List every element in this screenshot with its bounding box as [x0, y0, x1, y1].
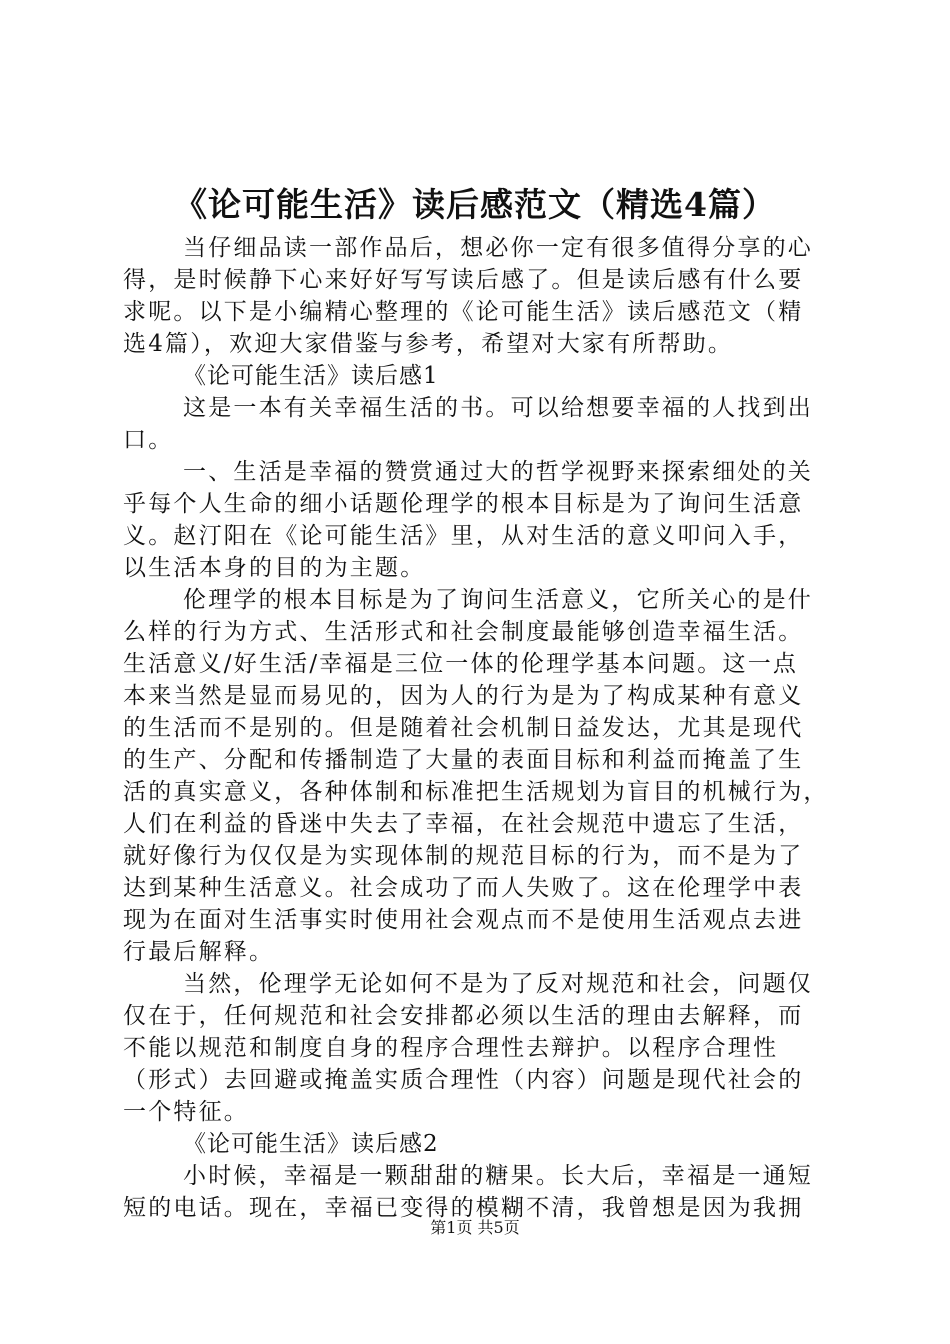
text-line: 以生活本身的目的为主题。	[123, 555, 426, 581]
text-line: 生活意义/好生活/幸福是三位一体的伦理学基本问题。这一点	[123, 651, 799, 677]
text-line: 不能以规范和制度自身的程序合理性去辩护。以程序合理性	[123, 1035, 779, 1061]
text-line: 的生活而不是别的。但是随着社会机制日益发达，尤其是现代	[123, 715, 804, 741]
text-line: 现为在面对生活事实时使用社会观点而不是使用生活观点去进	[123, 907, 804, 933]
text-line: 的生产、分配和传播制造了大量的表面目标和利益而掩盖了生	[123, 747, 804, 773]
text-line: 当仔细品读一部作品后，想必你一定有很多值得分享的心	[183, 235, 813, 261]
document-body	[123, 232, 835, 1224]
text-line: 人们在利益的昏迷中失去了幸福，在社会规范中遗忘了生活，	[123, 811, 804, 837]
text-line: 行最后解释。	[123, 939, 275, 965]
section-heading: 《论可能生活》读后感1	[183, 363, 439, 389]
page-footer: 第1页 共5页	[430, 1218, 520, 1237]
text-line: 选4篇），欢迎大家借鉴与参考，希望对大家有所帮助。	[123, 331, 734, 357]
text-line: 仅在于，任何规范和社会安排都必须以生活的理由去解释，而	[123, 1003, 804, 1029]
text-line: 小时候，幸福是一颗甜甜的糖果。长大后，幸福是一通短	[183, 1163, 813, 1189]
text-line: 活的真实意义，各种体制和标准把生活规划为盲目的机械行为，	[123, 779, 829, 805]
section-heading: 《论可能生活》读后感2	[183, 1131, 439, 1157]
text-line: 得，是时候静下心来好好写写读后感了。但是读后感有什么要	[123, 267, 804, 293]
text-line: 本来当然是显而易见的，因为人的行为是为了构成某种有意义	[123, 683, 804, 709]
text-line: 一、生活是幸福的赞赏通过大的哲学视野来探索细处的关	[183, 459, 813, 485]
text-line: 短的电话。现在，幸福已变得的模糊不清，我曾想是因为我拥	[123, 1195, 804, 1221]
text-line: 这是一本有关幸福生活的书。可以给想要幸福的人找到出	[183, 395, 813, 421]
text-line: 口。	[123, 427, 174, 453]
text-line: 么样的行为方式、生活形式和社会制度最能够创造幸福生活。	[123, 619, 804, 645]
text-line: 求呢。以下是小编精心整理的《论可能生活》读后感范文（精	[123, 299, 804, 325]
text-line: （形式）去回避或掩盖实质合理性（内容）问题是现代社会的	[123, 1067, 804, 1093]
text-line: 乎每个人生命的细小话题伦理学的根本目标是为了询问生活意	[123, 491, 804, 517]
text-line: 当然，伦理学无论如何不是为了反对规范和社会，问题仅	[183, 971, 813, 997]
text-line: 就好像行为仅仅是为实现体制的规范目标的行为，而不是为了	[123, 843, 804, 869]
text-line: 达到某种生活意义。社会成功了而人失败了。这在伦理学中表	[123, 875, 804, 901]
text-line: 义。赵汀阳在《论可能生活》里，从对生活的意义叩问入手，	[123, 523, 804, 549]
text-line: 一个特征。	[123, 1099, 249, 1125]
text-line: 伦理学的根本目标是为了询问生活意义，它所关心的是什	[183, 587, 813, 613]
document-title: 《论可能生活》读后感范文（精选4篇）	[174, 185, 776, 224]
